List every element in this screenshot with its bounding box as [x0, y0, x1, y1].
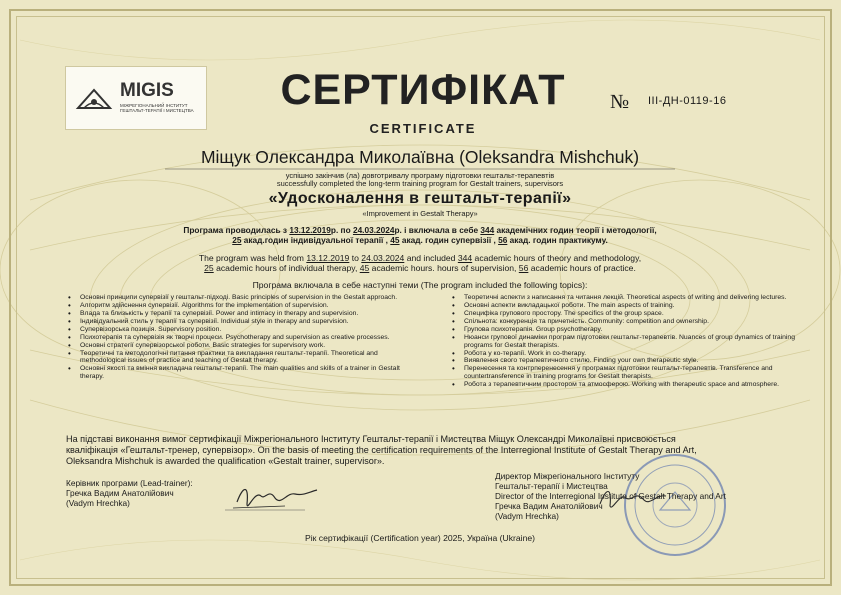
program-held-en: The program was held from 13.12.2019 to 24.03.2024 and included 344 academic hours of theory and methodology, 25 academic hours of individual therapy, 45 academic hours. hours of supervision, 56 academic hours of practice. [198, 253, 642, 273]
certificate-subtitle: CERTIFICATE [369, 121, 477, 136]
list-item: • Психотерапія та супервізія як творчі процеси. Psychotherapy and supervision as creative processes. [80, 334, 415, 342]
list-item: • Супервізорська позиція. Supervisory position. [80, 326, 415, 334]
list-item: • Перенесення та контрперенесення у програмах підготовки гештальт-терапевтів. Transference and countertransference in training programs for Gestalt therapists. [464, 365, 809, 380]
list-item: • Основні якості та вміння викладача гештальт-терапії. The main qualities and skills of a trainer in Gestalt therapy. [80, 365, 415, 380]
topics-title: Програма включала в себе наступні теми (The program included the following topics): [252, 280, 588, 290]
list-item: • Специфіка групового простору. The specifics of the group space. [464, 310, 809, 318]
completed-en: successfully completed the long-term training program for Gestalt trainers, supervisors [276, 179, 564, 188]
program-held-ua: Програма проводилась з 13.12.2019р. по 24.03.2024р. і включала в себе 344 академічних годин теорії і методології, 25 акад.годин індивідуальної терапії , 45 акад. годин супервізії , 56 акад. годин практикуму. [183, 225, 657, 245]
list-item: • Індивідуальний стиль у терапії та супервізії. Individual style in therapy and supervision. [80, 318, 415, 326]
recipient-name: Міщук Олександра Миколаївна (Oleksandra Mishchuk) [200, 147, 640, 167]
list-item: • Спільнота: конкуренція та причетність. Community: competition and ownership. [464, 318, 809, 326]
list-item: • Основні стратегії супервізорської роботи. Basic strategies for supervisory work. [80, 342, 415, 350]
logo-subtitle: МІЖРЕГІОНАЛЬНИЙ ІНСТИТУТ ГЕШТАЛЬТ-ТЕРАПІЇ І МИСТЕЦТВА [120, 103, 194, 113]
list-item: • Основні аспекти викладацької роботи. The main aspects of training. [464, 302, 809, 310]
list-item: • Влада та близькість у терапії та супервізії. Power and intimacy in therapy and supervision. [80, 310, 415, 318]
list-item: • Алгоритм здійснення супервізії. Algorithms for the implementation of supervision. [80, 302, 415, 310]
number-sign: № [610, 91, 630, 113]
topics-list-right [449, 294, 809, 389]
signer-left: Керівник програми (Lead-trainer): Гречка Вадим Анатолійович (Vadym Hrechka) [66, 478, 193, 508]
list-item: • Основні принципи супервізії у гештальт-підході. Basic principles of supervision in the Gestalt approach. [80, 294, 415, 302]
list-item: • Нюанси групової динаміки програм підготовки гештальт-терапевтів. Nuances of group dynamics of training programs for Gestalt therapists. [464, 334, 809, 349]
list-item: • Теоретичні та методологічні питання практики та викладання гештальт-терапії. Theoretical and methodological issues of practice and teaching of Gestalt therapy. [80, 350, 415, 365]
signature-left [225, 478, 325, 518]
list-item: • Виявлення свого терапевтичного стилю. Finding your own therapeutic style. [464, 357, 809, 365]
logo-name: MIGIS [120, 80, 174, 101]
list-item: • Теоретичні аспекти з написання та читання лекцій. Theoretical aspects of writing and delivering lectures. [464, 294, 809, 302]
completed-ua: успішно закінчив (ла) довготривалу програму підготовки гештальт-терапевтів [285, 171, 555, 180]
certificate-number: ІІІ-ДН-0119-16 [648, 95, 727, 107]
list-item: • Робота у ко-терапії. Work in co-therapy. [464, 350, 809, 358]
logo-mark-icon [74, 78, 114, 118]
list-item: • Робота з терапевтичним простором та атмосферою. Working with therapeutic space and atmosphere. [464, 381, 809, 389]
certificate-title: СЕРТИФІКАТ [280, 66, 566, 114]
qualification-statement: На підставі виконання вимог сертифікації Міжрегіонального Інституту Гештальт-терапії і Мистецтва Міщук Олександрі Миколаївні присвоюється кваліфікація «Гештальт-тренер, супервізор». On the basis of meeting the certification requirements of the Interregional Institute of Gestalt Therapy and Art, Oleksandra Mishchuk is awarded the qualification «Gestalt trainer, supervisor». [66, 434, 697, 466]
program-title-ua: «Удосконалення в гештальт-терапії» [268, 190, 572, 207]
certification-year: Рік сертифікації (Certification year) 2025, Україна (Ukraine) [304, 533, 536, 543]
signature-right [590, 478, 690, 518]
list-item: • Групова психотерапія. Group psychotherapy. [464, 326, 809, 334]
signer-right: Директор Міжрегіонального Інституту Гештальт-терапії і Мистецтва Director of the Interregional Institute of Gestalt Therapy and Art Гречка Вадим Анатолійович (Vadym Hrechka) [495, 471, 726, 521]
program-title-en: «Improvement in Gestalt Therapy» [362, 209, 478, 218]
topics-list-left [65, 294, 415, 381]
